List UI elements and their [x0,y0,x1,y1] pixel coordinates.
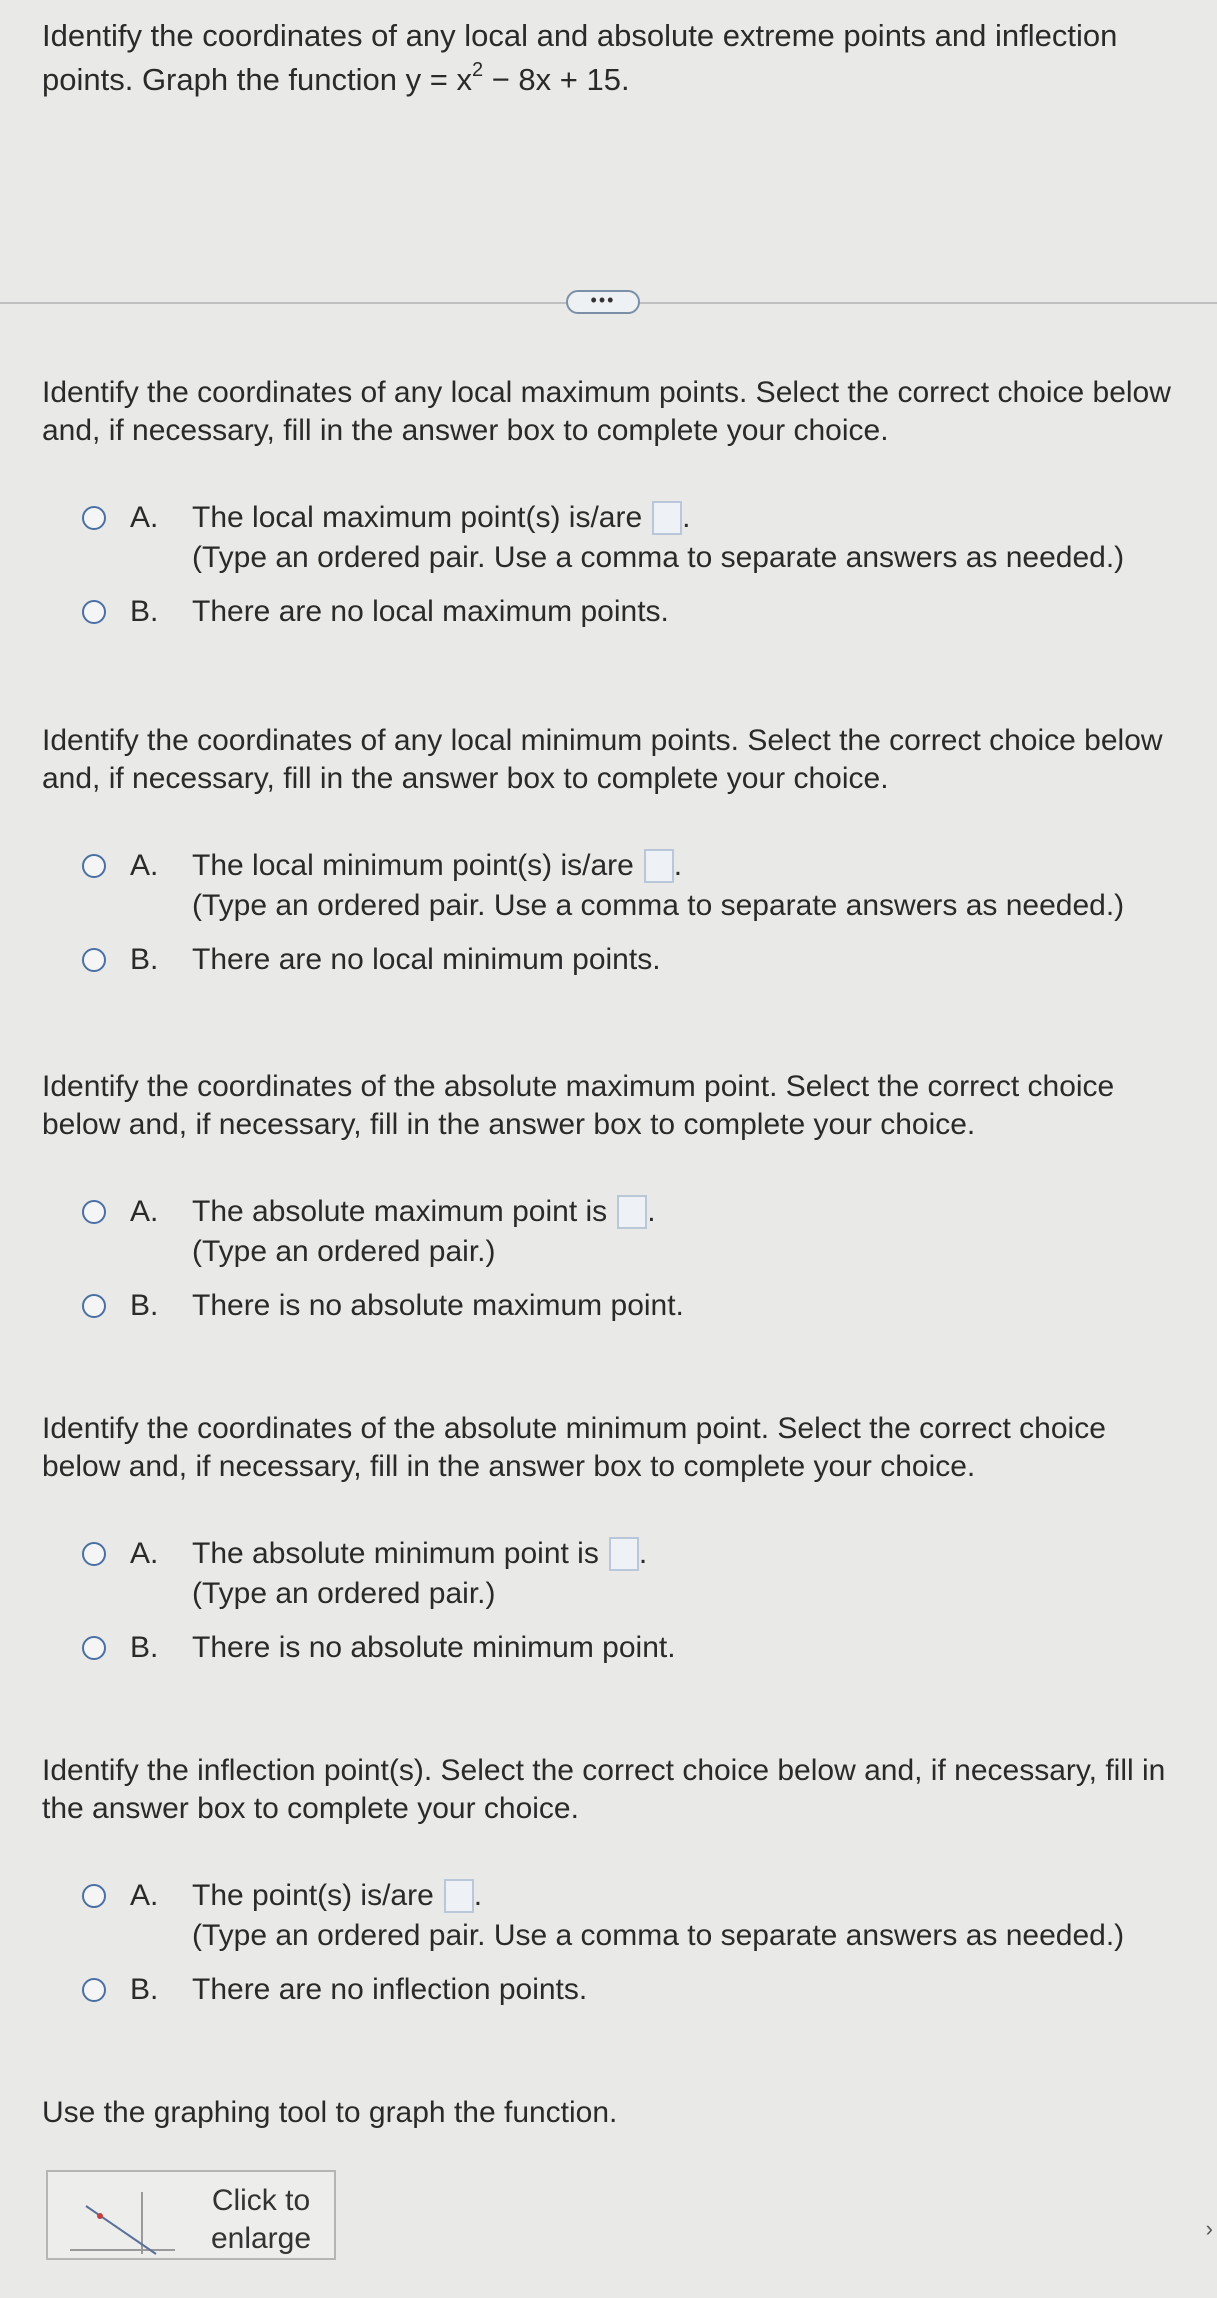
problem-line-2: points. Graph the function $y = x^2 - 8x + 15$. [42,59,630,97]
question-prompt: Identify the coordinates of the absolute maximum point. Select the correct choice below and, if necessary, fill in the answer box to complete your choice. [42,1070,1115,1141]
radio-button[interactable] [82,1884,106,1908]
graph-tool-enlarge-button[interactable] [46,2170,336,2260]
choice-text: The absolute minimum point is [192,1537,599,1570]
question-local-maximum [42,374,1192,632]
graph-instruction: Use the graphing tool to graph the function. [42,2096,618,2129]
answer-box[interactable] [652,501,682,535]
question-absolute-maximum [42,1068,1192,1326]
choice-letter: A. [130,849,159,882]
choice-text: The local minimum point(s) is/are [192,849,634,882]
choice-letter: A. [130,1195,159,1228]
choice-text: There are no inflection points. [192,1973,588,2006]
choice-letter: B. [130,1973,159,2006]
answer-box[interactable] [609,1537,639,1571]
choice-letter: A. [130,1537,159,1570]
problem-statement [42,14,1182,102]
question-absolute-minimum [42,1410,1192,1668]
choice-letter: A. [130,1879,159,1912]
choice-letter: B. [130,943,159,976]
choice-b[interactable] [82,1970,1192,2010]
choice-text: There is no absolute minimum point. [192,1631,676,1664]
choice-a[interactable]: A. The local minimum point(s) is/are . (Type an ordered pair. Use a comma to separate answers as needed.) [82,846,1192,926]
graph-thumbnail-icon [60,2188,180,2256]
choice-text: There are no local maximum points. [192,595,669,628]
question-prompt: Identify the coordinates of any local maximum points. Select the correct choice below and, if necessary, fill in the answer box to complete your choice. [42,376,1171,447]
choice-a[interactable]: A. The absolute maximum point is . (Type an ordered pair.) [82,1192,1192,1272]
question-inflection-points [42,1752,1192,2010]
choice-letter: B. [130,1289,159,1322]
choice-text: The absolute maximum point is [192,1195,608,1228]
problem-line-1: Identify the coordinates of any local and absolute extreme points and inflection [42,18,1118,53]
chevron-right-icon[interactable]: › [1205,2216,1213,2241]
choice-a[interactable]: A. The point(s) is/are . (Type an ordered pair. Use a comma to separate answers as needed.) [82,1876,1192,1956]
choice-hint: (Type an ordered pair. Use a comma to separate answers as needed.) [192,541,1125,574]
choice-text: The point(s) is/are [192,1879,434,1912]
question-local-minimum [42,722,1192,980]
choice-b[interactable] [82,940,1192,980]
choice-b[interactable] [82,1286,1192,1326]
radio-button[interactable] [82,1978,106,2002]
radio-button[interactable] [82,600,106,624]
choice-b[interactable] [82,592,1192,632]
choice-a[interactable]: A. The absolute minimum point is . (Type an ordered pair.) [82,1534,1192,1614]
choice-letter: B. [130,595,159,628]
answer-box[interactable] [444,1879,474,1913]
radio-button[interactable] [82,948,106,972]
question-prompt: Identify the coordinates of any local minimum points. Select the correct choice below and, if necessary, fill in the answer box to complete your choice. [42,724,1163,795]
question-prompt: Identify the inflection point(s). Select the correct choice below and, if necessary, fill in the answer box to complete your choice. [42,1754,1166,1825]
choice-text: The local maximum point(s) is/are [192,501,643,534]
radio-button[interactable] [82,854,106,878]
radio-button[interactable] [82,1636,106,1660]
enlarge-label: Click to enlarge [210,2184,312,2255]
choice-hint: (Type an ordered pair.) [192,1577,496,1610]
choice-hint: (Type an ordered pair. Use a comma to separate answers as needed.) [192,1919,1125,1952]
choice-a[interactable]: A. The local maximum point(s) is/are . (Type an ordered pair. Use a comma to separate answers as needed.) [82,498,1192,578]
choice-b[interactable] [82,1628,1192,1668]
choice-hint: (Type an ordered pair.) [192,1235,496,1268]
radio-button[interactable] [82,1542,106,1566]
radio-button[interactable] [82,1200,106,1224]
choice-text: There are no local minimum points. [192,943,661,976]
radio-button[interactable] [82,1294,106,1318]
choice-letter: A. [130,501,159,534]
choice-hint: (Type an ordered pair. Use a comma to separate answers as needed.) [192,889,1125,922]
choice-letter: B. [130,1631,159,1664]
more-options-button[interactable]: ••• [566,290,640,314]
answer-box[interactable] [644,849,674,883]
question-prompt: Identify the coordinates of the absolute minimum point. Select the correct choice below and, if necessary, fill in the answer box to complete your choice. [42,1412,1106,1483]
choice-text: There is no absolute maximum point. [192,1289,684,1322]
answer-box[interactable] [617,1195,647,1229]
radio-button[interactable] [82,506,106,530]
